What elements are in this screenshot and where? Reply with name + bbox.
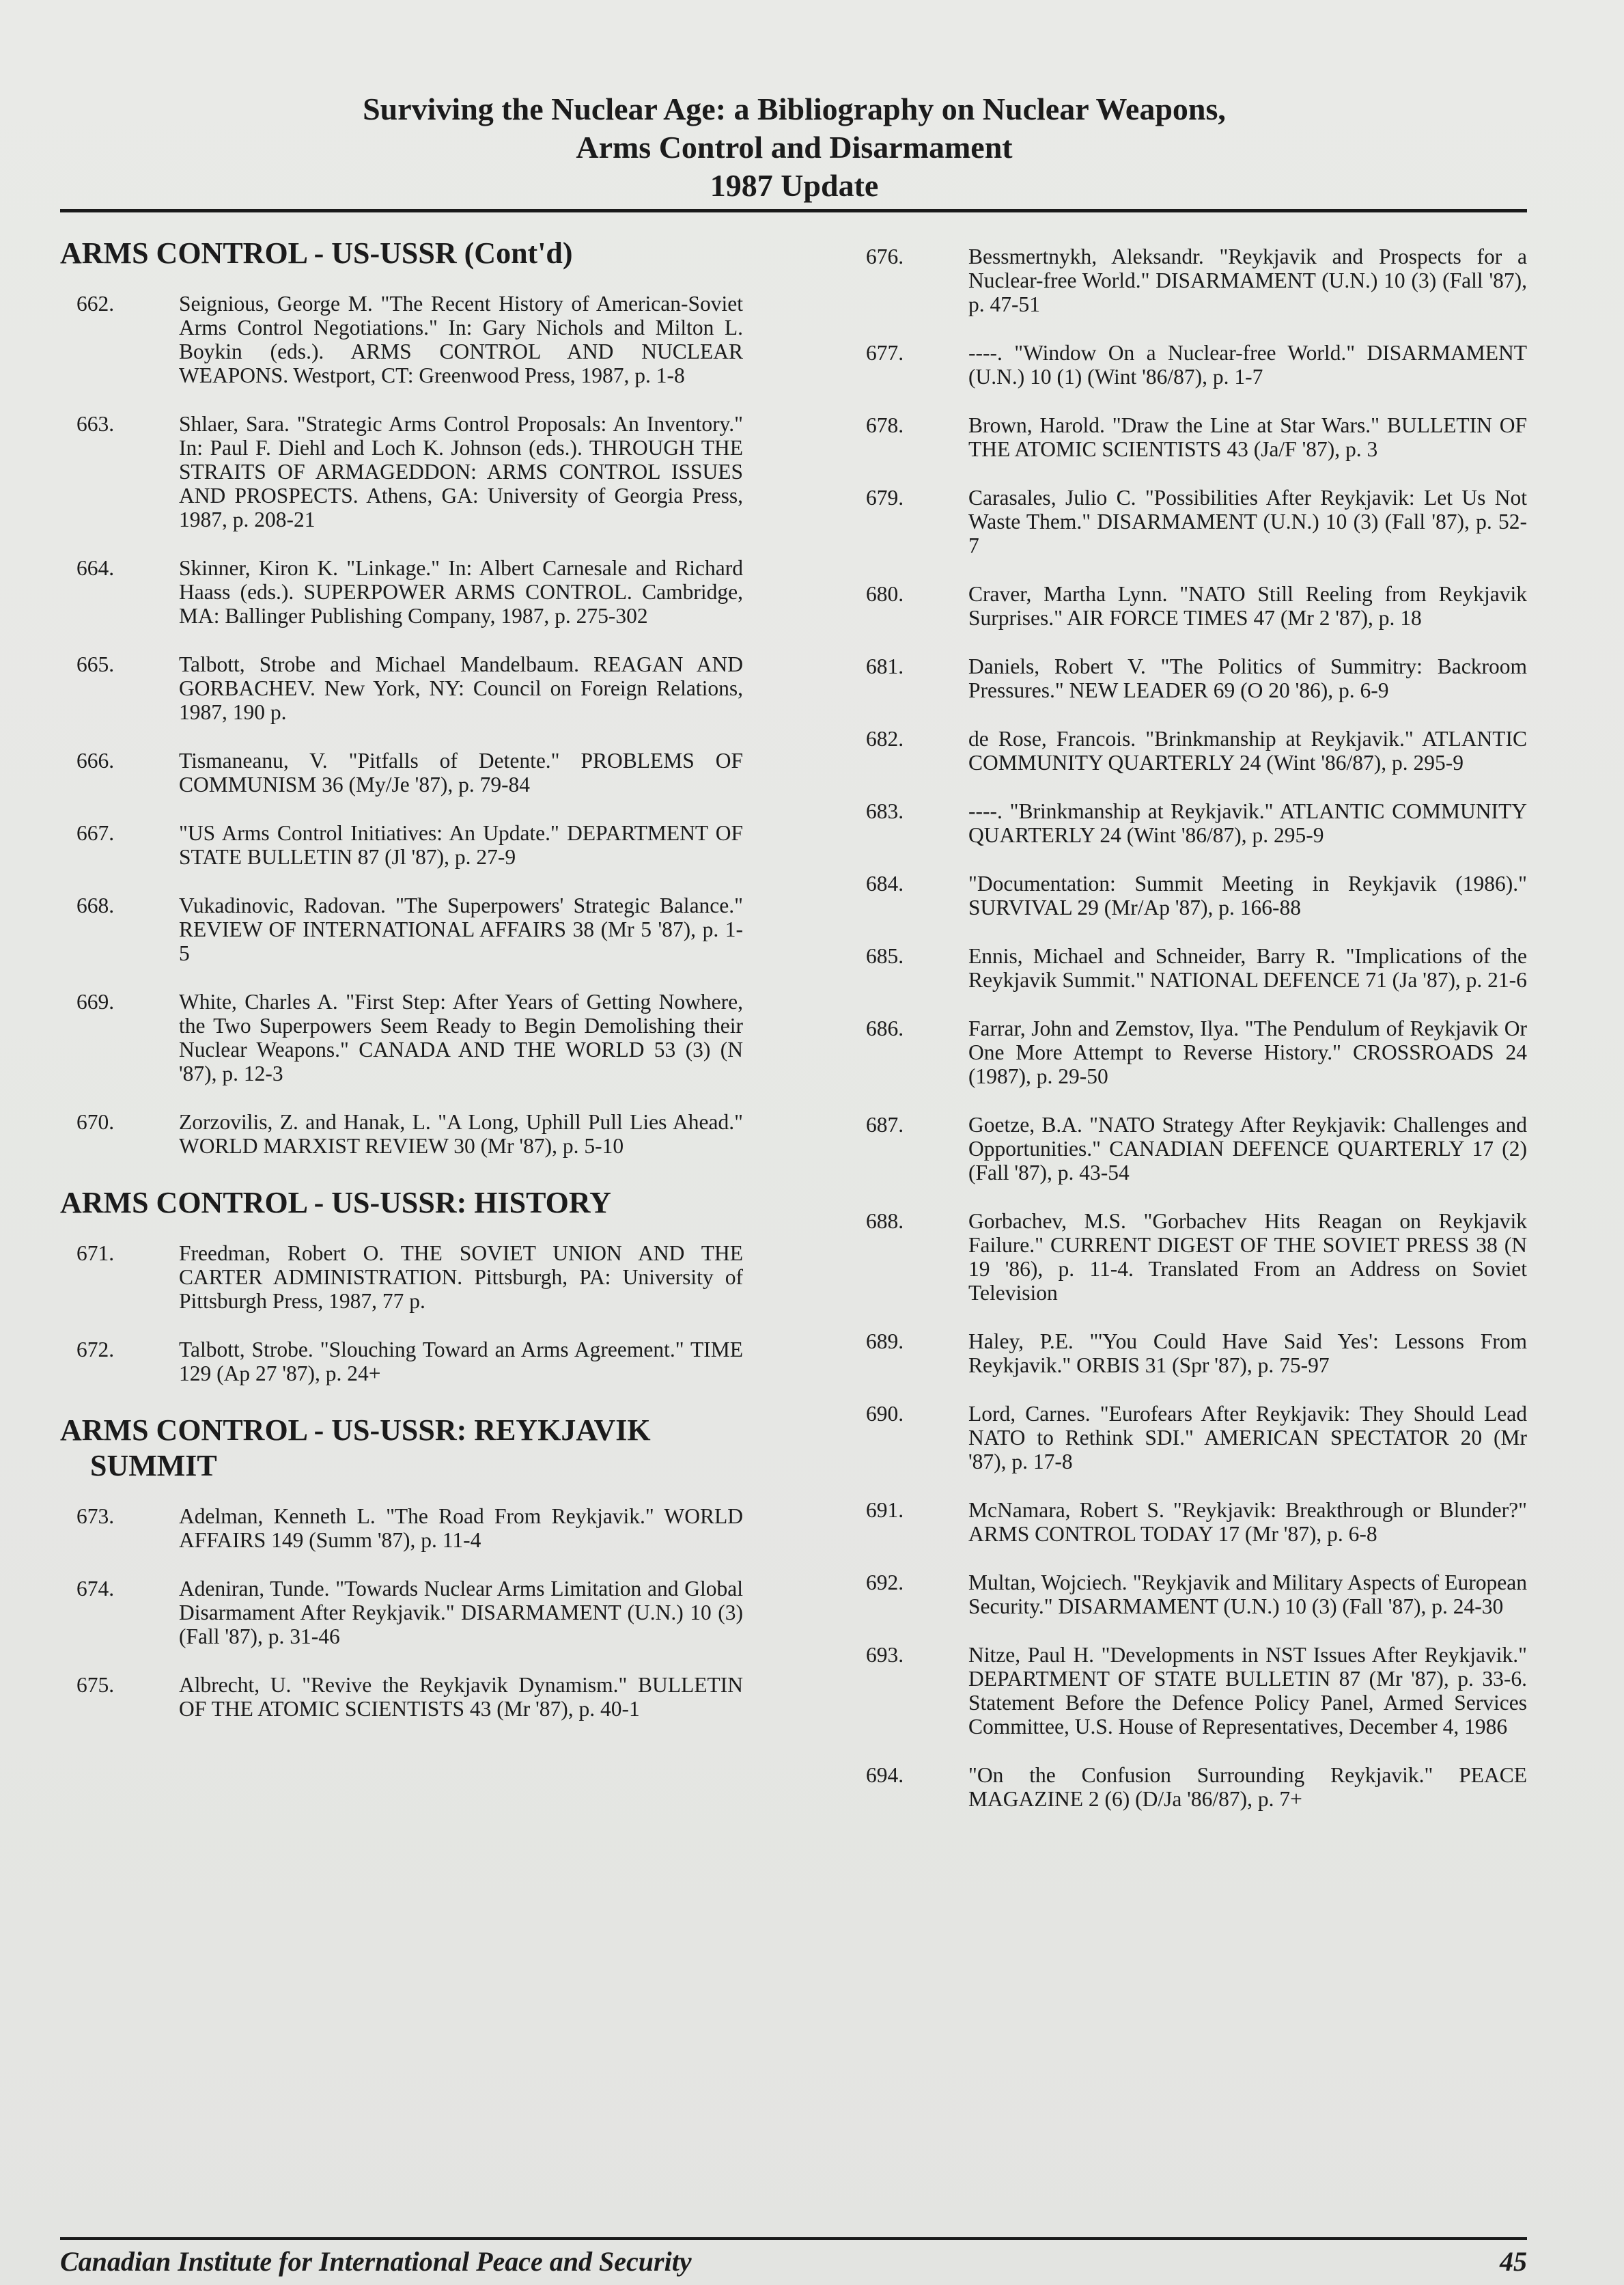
bibliography-entry [60,1241,743,1313]
entry-text: Seignious, George M. "The Recent History of American-Soviet Arms Control Negotiations." In: Gary Nichols and Milton L. Boykin (eds.). ARMS CONTROL AND NUCLEAR WEAPONS. Westport, CT: Greenwood Press, 1987, p. 1-8 [179,292,743,387]
entry-number: 677. [866,341,904,365]
bibliography-entry [866,486,1527,557]
section-heading: ARMS CONTROL - US-USSR: HISTORY [60,1186,611,1219]
title-line-3: 1987 Update [710,168,879,203]
entry-number: 689. [866,1329,904,1353]
entry-number: 670. [76,1110,115,1134]
entry-text: Tismaneanu, V. "Pitfalls of Detente." PROBLEMS OF COMMUNISM 36 (My/Je '87), p. 79-84 [179,749,743,797]
bibliography-entry [866,654,1527,702]
bibliography-entry [866,341,1527,389]
left-column [60,236,743,1745]
bibliography-entry [60,821,743,869]
entry-text: McNamara, Robert S. "Reykjavik: Breakthrough or Blunder?" ARMS CONTROL TODAY 17 (Mr '87), p. 6-8 [968,1498,1527,1546]
entry-text: Bessmertnykh, Aleksandr. "Reykjavik and Prospects for a Nuclear-free World." DISARMAMENT (U.N.) 10 (3) (Fall '87), p. 47-51 [968,245,1527,316]
entry-number: 679. [866,486,904,510]
bibliography-entry [866,799,1527,847]
entry-text: Farrar, John and Zemstov, Ilya. "The Pendulum of Reykjavik Or One More Attempt to Reverse History." CROSSROADS 24 (1987), p. 29-50 [968,1016,1527,1088]
entry-number: 678. [866,413,904,437]
bibliography-entry [866,1498,1527,1546]
entry-number: 688. [866,1209,904,1233]
entry-number: 693. [866,1643,904,1667]
entry-text: de Rose, Francois. "Brinkmanship at Reykjavik." ATLANTIC COMMUNITY QUARTERLY 24 (Wint '86/87), p. 295-9 [968,727,1527,775]
bibliography-entry [60,652,743,724]
entry-list [60,292,743,1158]
entry-number: 687. [866,1113,904,1137]
bibliography-entry [866,872,1527,919]
page-title [60,90,1528,205]
bibliography-entry [60,990,743,1085]
page-number: 45 [1500,2246,1527,2277]
title-line-1: Surviving the Nuclear Age: a Bibliography on Nuclear Weapons, [363,92,1226,126]
entry-list [60,1241,743,1385]
entry-text: ----. "Window On a Nuclear-free World." DISARMAMENT (U.N.) 10 (1) (Wint '86/87), p. 1-7 [968,341,1527,389]
entry-text: Skinner, Kiron K. "Linkage." In: Albert Carnesale and Richard Haass (eds.). SUPERPOWER ARMS CONTROL. Cambridge, MA: Ballinger Publishing Company, 1987, p. 275-302 [179,556,743,628]
entry-number: 662. [76,292,115,316]
entry-text: "Documentation: Summit Meeting in Reykjavik (1986)." SURVIVAL 29 (Mr/Ap '87), p. 166-88 [968,872,1527,919]
footer-rule [60,2237,1527,2240]
right-column [866,245,1527,1836]
entry-text: Shlaer, Sara. "Strategic Arms Control Proposals: An Inventory." In: Paul F. Diehl and Loch K. Johnson (eds.). THROUGH THE STRAITS OF ARMAGEDDON: ARMS CONTROL ISSUES AND PROSPECTS. Athens, GA: University of Georgia Press, 1987, p. 208-21 [179,412,743,531]
entry-text: Adeniran, Tunde. "Towards Nuclear Arms Limitation and Global Disarmament After Reykjavik." DISARMAMENT (U.N.) 10 (3) (Fall '87), p. 31-46 [179,1577,743,1648]
entry-number: 674. [76,1577,115,1601]
entry-number: 673. [76,1504,115,1528]
entry-number: 669. [76,990,115,1014]
entry-text: Freedman, Robert O. THE SOVIET UNION AND THE CARTER ADMINISTRATION. Pittsburgh, PA: University of Pittsburgh Press, 1987, 77 p. [179,1241,743,1313]
bibliography-entry [60,1110,743,1158]
bibliography-entry [866,1763,1527,1811]
entry-text: Goetze, B.A. "NATO Strategy After Reykjavik: Challenges and Opportunities." CANADIAN DEFENCE QUARTERLY 17 (2) (Fall '87), p. 43-54 [968,1113,1527,1185]
entry-number: 686. [866,1016,904,1040]
entry-number: 663. [76,412,115,436]
bibliography-entry [60,292,743,387]
entry-number: 668. [76,894,115,917]
entry-text: Brown, Harold. "Draw the Line at Star Wars." BULLETIN OF THE ATOMIC SCIENTISTS 43 (Ja/F '87), p. 3 [968,413,1527,461]
header-rule [60,209,1527,212]
entry-number: 667. [76,821,115,845]
entry-text: Carasales, Julio C. "Possibilities After Reykjavik: Let Us Not Waste Them." DISARMAMENT (U.N.) 10 (3) (Fall '87), p. 52-7 [968,486,1527,557]
entry-text: Nitze, Paul H. "Developments in NST Issues After Reykjavik." DEPARTMENT OF STATE BULLETIN 87 (Mr '87), p. 33-6. Statement Before the Defence Policy Panel, Armed Services Committee, U.S. House of Representatives, December 4, 1986 [968,1643,1527,1739]
bibliography-entry [866,1570,1527,1618]
section-heading: ARMS CONTROL - US-USSR: REYKJAVIK SUMMIT [60,1413,651,1482]
bibliography-entry [60,1577,743,1648]
bibliography-entry [60,749,743,797]
entry-number: 681. [866,654,904,678]
entry-text: Ennis, Michael and Schneider, Barry R. "Implications of the Reykjavik Summit." NATIONAL DEFENCE 71 (Ja '87), p. 21-6 [968,944,1527,992]
bibliography-entry [866,245,1527,316]
entry-number: 664. [76,556,115,580]
bibliography-entry [866,1402,1527,1473]
entry-text: Craver, Martha Lynn. "NATO Still Reeling from Reykjavik Surprises." AIR FORCE TIMES 47 (Mr 2 '87), p. 18 [968,582,1527,630]
entry-text: Talbott, Strobe. "Slouching Toward an Arms Agreement." TIME 129 (Ap 27 '87), p. 24+ [179,1338,743,1385]
footer-institute: Canadian Institute for International Peace and Security [60,2246,692,2277]
bibliography-entry [60,1338,743,1385]
entry-number: 671. [76,1241,115,1265]
entry-number: 672. [76,1338,115,1361]
entry-text: Lord, Carnes. "Eurofears After Reykjavik: They Should Lead NATO to Rethink SDI." AMERICAN SPECTATOR 20 (Mr '87), p. 17-8 [968,1402,1527,1473]
entry-text: Daniels, Robert V. "The Politics of Summitry: Backroom Pressures." NEW LEADER 69 (O 20 '86), p. 6-9 [968,654,1527,702]
entry-number: 692. [866,1570,904,1594]
bibliography-entry [60,1504,743,1552]
bibliography-entry [60,1673,743,1721]
entry-number: 691. [866,1498,904,1522]
entry-number: 683. [866,799,904,823]
bibliography-entry [866,944,1527,992]
bibliography-entry [866,727,1527,775]
entry-text: Zorzovilis, Z. and Hanak, L. "A Long, Uphill Pull Lies Ahead." WORLD MARXIST REVIEW 30 (Mr '87), p. 5-10 [179,1110,743,1158]
entry-text: Gorbachev, M.S. "Gorbachev Hits Reagan on Reykjavik Failure." CURRENT DIGEST OF THE SOVIET PRESS 38 (N 19 '86), p. 11-4. Translated From an Address on Soviet Television [968,1209,1527,1305]
entry-number: 675. [76,1673,115,1697]
entry-number: 684. [866,872,904,896]
bibliography-entry [866,582,1527,630]
bibliography-entry [866,413,1527,461]
bibliography-entry [866,1643,1527,1739]
bibliography-entry [866,1329,1527,1377]
section-heading: ARMS CONTROL - US-USSR (Cont'd) [60,236,573,270]
entry-text: "On the Confusion Surrounding Reykjavik." PEACE MAGAZINE 2 (6) (D/Ja '86/87), p. 7+ [968,1763,1527,1811]
entry-number: 690. [866,1402,904,1426]
entry-number: 685. [866,944,904,968]
entry-text: Adelman, Kenneth L. "The Road From Reykjavik." WORLD AFFAIRS 149 (Summ '87), p. 11-4 [179,1504,743,1552]
entry-text: Albrecht, U. "Revive the Reykjavik Dynamism." BULLETIN OF THE ATOMIC SCIENTISTS 43 (Mr '87), p. 40-1 [179,1673,743,1721]
bibliography-entry [60,894,743,965]
bibliography-entry [866,1016,1527,1088]
entry-list [60,1504,743,1721]
title-line-2: Arms Control and Disarmament [576,130,1013,165]
entry-number: 680. [866,582,904,606]
bibliography-entry [866,1209,1527,1305]
entry-text: ----. "Brinkmanship at Reykjavik." ATLANTIC COMMUNITY QUARTERLY 24 (Wint '86/87), p. 295-9 [968,799,1527,847]
entry-text: Haley, P.E. "'You Could Have Said Yes': Lessons From Reykjavik." ORBIS 31 (Spr '87), p. 75-97 [968,1329,1527,1377]
entry-text: Vukadinovic, Radovan. "The Superpowers' Strategic Balance." REVIEW OF INTERNATIONAL AFFAIRS 38 (Mr 5 '87), p. 1-5 [179,894,743,965]
entry-text: White, Charles A. "First Step: After Years of Getting Nowhere, the Two Superpowers Seem Ready to Begin Demolishing their Nuclear Weapons." CANADA AND THE WORLD 53 (3) (N '87), p. 12-3 [179,990,743,1085]
entry-number: 676. [866,245,904,268]
page-footer [60,2245,1527,2280]
entry-text: Multan, Wojciech. "Reykjavik and Military Aspects of European Security." DISARMAMENT (U.N.) 10 (3) (Fall '87), p. 24-30 [968,1570,1527,1618]
entry-text: Talbott, Strobe and Michael Mandelbaum. REAGAN AND GORBACHEV. New York, NY: Council on Foreign Relations, 1987, 190 p. [179,652,743,724]
entry-text: "US Arms Control Initiatives: An Update." DEPARTMENT OF STATE BULLETIN 87 (Jl '87), p. 27-9 [179,821,743,869]
entry-list [866,245,1527,1811]
entry-number: 666. [76,749,115,773]
entry-number: 682. [866,727,904,751]
bibliography-entry [60,556,743,628]
bibliography-entry [866,1113,1527,1185]
bibliography-entry [60,412,743,531]
entry-number: 665. [76,652,115,676]
entry-number: 694. [866,1763,904,1787]
